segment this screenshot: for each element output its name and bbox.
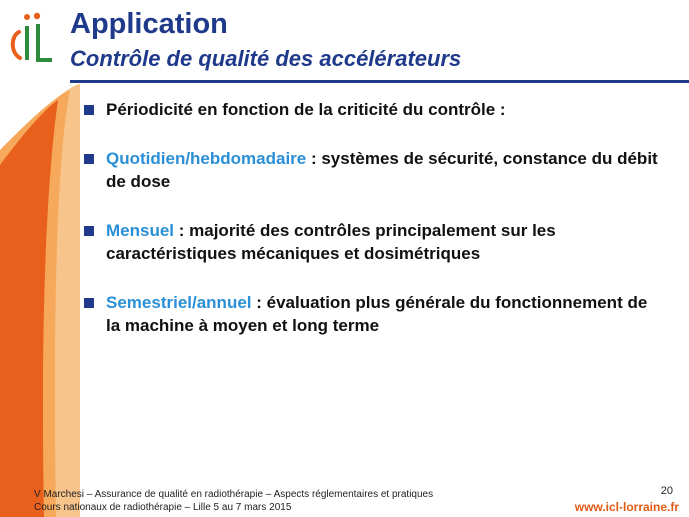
footer-line-1: V Marchesi – Assurance de qualité en radiothérapie – Aspects réglementaires et pratiques <box>34 489 434 500</box>
slide-title: Application <box>70 8 228 40</box>
icl-logo <box>6 8 62 70</box>
bullet-item <box>84 98 664 121</box>
bullet-body: Périodicité en fonction de la criticité du contrôle : <box>106 100 506 119</box>
footer-credits <box>34 488 433 514</box>
square-bullet-icon <box>84 105 94 115</box>
page-number: 20 <box>660 485 673 497</box>
square-bullet-icon <box>84 226 94 236</box>
bullet-item <box>84 219 664 265</box>
bullet-highlight: Quotidien/hebdomadaire <box>106 149 307 168</box>
bullet-body: : majorité des contrôles principalement sur les caractéristiques mécaniques et dosimétriques <box>106 221 556 263</box>
footer-line-2: Cours nationaux de radiothérapie – Lille 5 au 7 mars 2015 <box>34 502 292 513</box>
slide-subtitle: Contrôle de qualité des accélérateurs <box>70 46 462 71</box>
bullet-text <box>106 293 647 335</box>
bullet-highlight: Semestriel/annuel <box>106 293 252 312</box>
bullet-text <box>106 100 506 119</box>
header-divider <box>70 80 689 83</box>
bullet-body: : systèmes de sécurité, constance du débit de dose <box>106 149 658 191</box>
square-bullet-icon <box>84 298 94 308</box>
decorative-swoosh <box>0 0 80 517</box>
website-link[interactable]: www.icl-lorraine.fr <box>574 500 679 514</box>
bullet-text <box>106 149 658 191</box>
square-bullet-icon <box>84 154 94 164</box>
bullet-item <box>84 147 664 193</box>
bullet-item <box>84 291 664 337</box>
bullet-body: : évaluation plus générale du fonctionnement de la machine à moyen et long terme <box>106 293 648 335</box>
bullet-list <box>84 98 664 363</box>
bullet-highlight: Mensuel <box>106 221 175 240</box>
bullet-text <box>106 221 556 263</box>
